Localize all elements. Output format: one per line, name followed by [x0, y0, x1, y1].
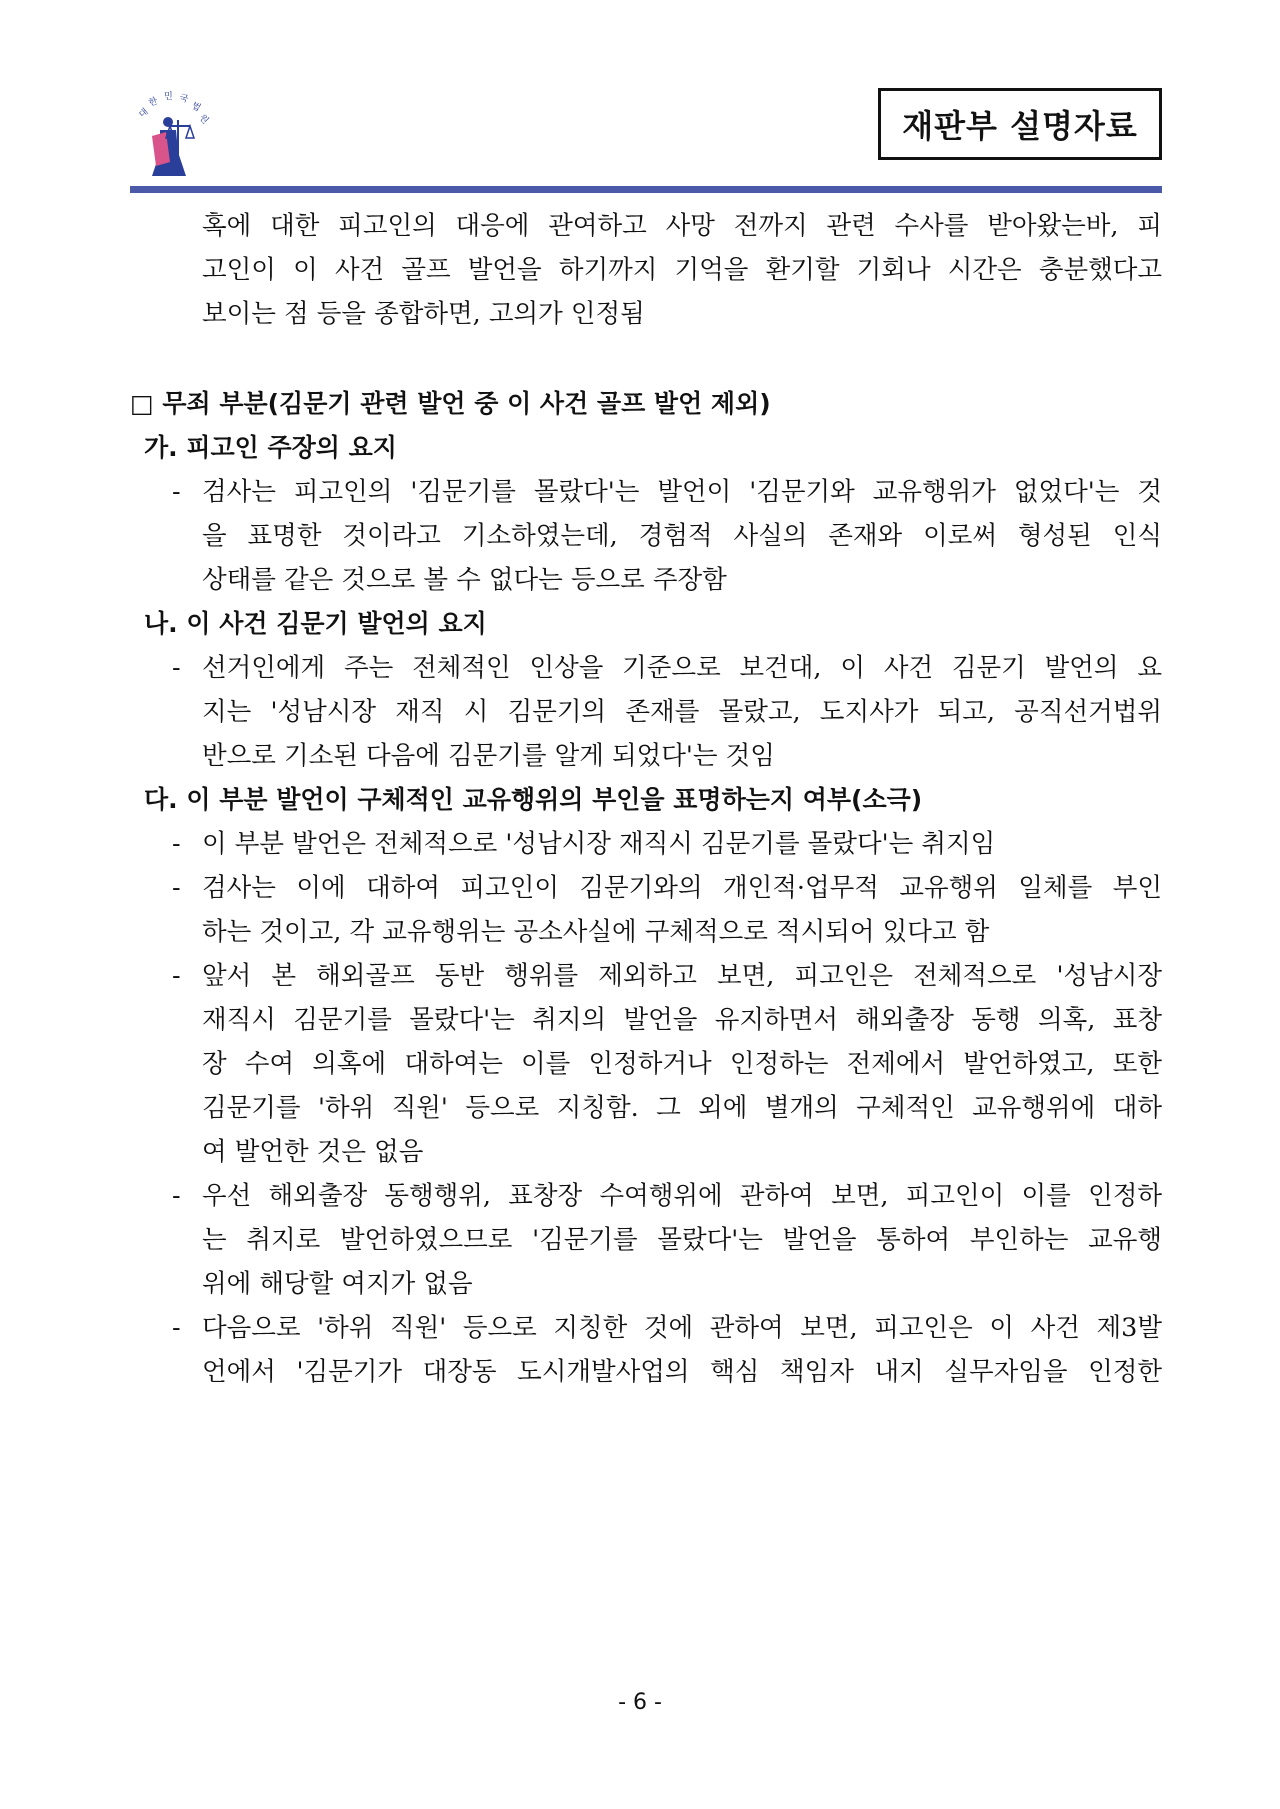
subsection-heading-ga: 가. 피고인 주장의 요지: [144, 433, 397, 462]
list-item-line: 여 발언한 것은 없음: [202, 1137, 424, 1167]
paragraph-line: 고인이 이 사건 골프 발언을 하기까지 기억을 환기할 기회나 시간은 충분했다고: [202, 255, 1162, 285]
svg-text:원: 원: [196, 113, 211, 127]
list-item-line: 검사는 피고인의 '김문기를 몰랐다'는 발언이 '김문기와 교유행위가 없었다'는 것: [202, 477, 1162, 507]
paragraph-line: 보이는 점 등을 종합하면, 고의가 인정됨: [202, 299, 645, 329]
list-bullet: -: [172, 1313, 181, 1343]
svg-text:국: 국: [178, 93, 190, 106]
list-item-line: 검사는 이에 대하여 피고인이 김문기와의 개인적·업무적 교유행위 일체를 부인: [202, 873, 1162, 903]
paragraph-line: 혹에 대한 피고인의 대응에 관여하고 사망 전까지 관련 수사를 받아왔는바, 피: [202, 211, 1162, 241]
subsection-heading-na: 나. 이 사건 김문기 발언의 요지: [144, 609, 487, 638]
list-bullet: -: [172, 961, 181, 991]
svg-text:법: 법: [189, 100, 203, 114]
header-divider: [130, 186, 1162, 193]
list-item-line: 앞서 본 해외골프 동반 행위를 제외하고 보면, 피고인은 전체적으로 '성남시장: [202, 961, 1162, 991]
section-heading: □ 무죄 부분(김문기 관련 발언 중 이 사건 골프 발언 제외): [130, 389, 771, 418]
subsection-heading-da: 다. 이 부분 발언이 구체적인 교유행위의 부인을 표명하는지 여부(소극): [144, 785, 923, 814]
list-item-line: 다음으로 '하위 직원' 등으로 지칭한 것에 관하여 보면, 피고인은 이 사건 제3발: [202, 1313, 1162, 1343]
list-item-line: 하는 것이고, 각 교유행위는 공소사실에 구체적으로 적시되어 있다고 함: [202, 917, 990, 947]
list-item-line: 위에 해당할 여지가 없음: [202, 1269, 473, 1299]
list-bullet: -: [172, 653, 181, 683]
list-bullet: -: [172, 477, 181, 507]
list-item-line: 김문기를 '하위 직원' 등으로 지칭함. 그 외에 별개의 구체적인 교유행위에 대하: [202, 1093, 1162, 1123]
list-item-line: 선거인에게 주는 전체적인 인상을 기준으로 보건대, 이 사건 김문기 발언의 요: [202, 653, 1162, 683]
svg-text:대: 대: [137, 107, 151, 121]
court-emblem-logo: [126, 80, 236, 180]
svg-text:한: 한: [147, 96, 160, 109]
list-item-line: 이 부분 발언은 전체적으로 '성남시장 재직시 김문기를 몰랐다'는 취지임: [202, 829, 996, 859]
list-item-line: 언에서 '김문기가 대장동 도시개발사업의 핵심 책임자 내지 실무자임을 인정한: [202, 1357, 1162, 1387]
list-item-line: 는 취지로 발언하였으므로 '김문기를 몰랐다'는 발언을 통하여 부인하는 교유행: [202, 1225, 1162, 1255]
list-item-line: 재직시 김문기를 몰랐다'는 취지의 발언을 유지하면서 해외출장 동행 의혹, 표창: [202, 1005, 1162, 1035]
list-item-line: 지는 '성남시장 재직 시 김문기의 존재를 몰랐고, 도지사가 되고, 공직선거법위: [202, 697, 1162, 727]
document-title: 재판부 설명자료: [878, 88, 1162, 160]
svg-text:민: 민: [164, 92, 173, 102]
list-item-line: 반으로 기소된 다음에 김문기를 알게 되었다'는 것임: [202, 741, 775, 771]
list-item-line: 을 표명한 것이라고 기소하였는데, 경험적 사실의 존재와 이로써 형성된 인식: [202, 521, 1162, 551]
list-bullet: -: [172, 1181, 181, 1211]
list-item-line: 우선 해외출장 동행행위, 표창장 수여행위에 관하여 보면, 피고인이 이를 인정하: [202, 1181, 1162, 1211]
list-item-line: 상태를 같은 것으로 볼 수 없다는 등으로 주장함: [202, 565, 727, 595]
list-bullet: -: [172, 829, 181, 859]
page-number: - 6 -: [618, 1690, 662, 1715]
list-bullet: -: [172, 873, 181, 903]
list-item-line: 장 수여 의혹에 대하여는 이를 인정하거나 인정하는 전제에서 발언하였고, 또한: [202, 1049, 1162, 1079]
